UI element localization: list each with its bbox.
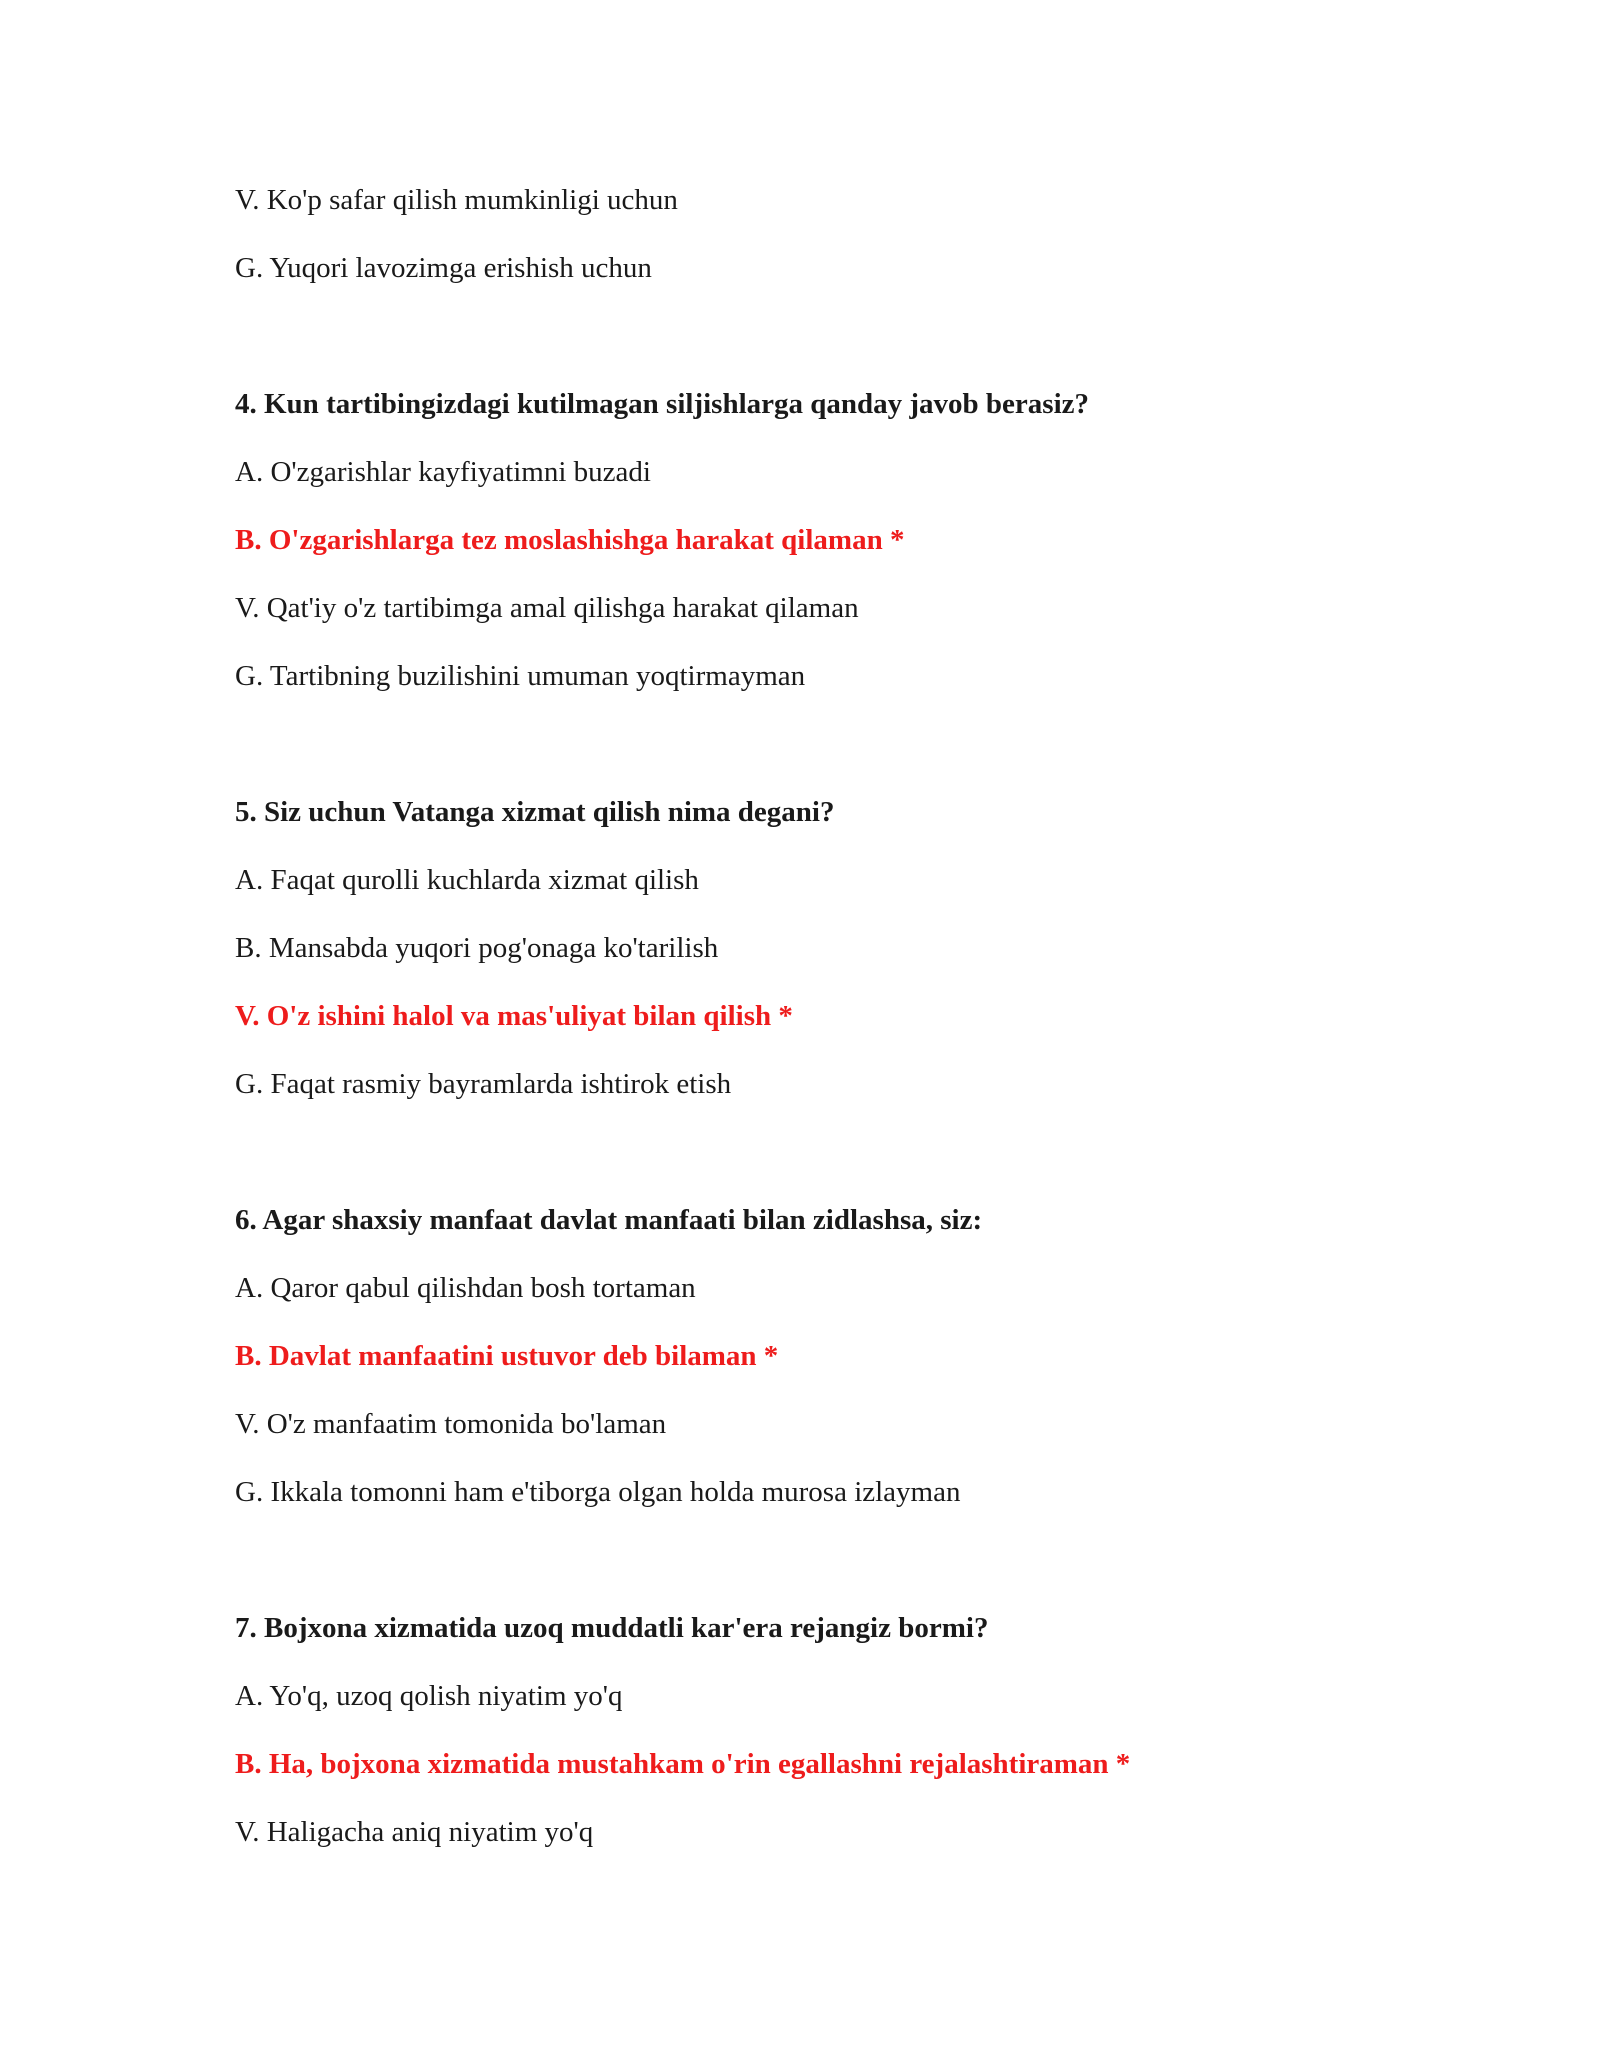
option-line: G. Yuqori lavozimga erishish uchun [235, 252, 652, 284]
section-gap [235, 1543, 1435, 1611]
option-line: V. Ko'p safar qilish mumkinligi uchun [235, 184, 678, 216]
option-line: G. Ikkala tomonni ham e'tiborga olgan holda murosa izlayman [235, 1476, 961, 1508]
option-line: A. Qaror qabul qilishdan bosh tortaman [235, 1272, 696, 1304]
option-line: A. Faqat qurolli kuchlarda xizmat qilish [235, 864, 699, 896]
option-line: V. Qat'iy o'z tartibimga amal qilishga harakat qilaman [235, 592, 859, 624]
quiz-content [235, 183, 1435, 1883]
correct-answer-line: B. Davlat manfaatini ustuvor deb bilaman * [235, 1340, 779, 1372]
option-line: A. Yo'q, uzoq qolish niyatim yo'q [235, 1680, 623, 1712]
section-gap [235, 1135, 1435, 1203]
correct-answer-line: B. O'zgarishlarga tez moslashishga harakat qilaman * [235, 524, 905, 556]
question-heading: 6. Agar shaxsiy manfaat davlat manfaati bilan zidlashsa, siz: [235, 1204, 983, 1236]
correct-answer-line: V. O'z ishini halol va mas'uliyat bilan qilish * [235, 1000, 793, 1032]
question-heading: 7. Bojxona xizmatida uzoq muddatli kar'era rejangiz bormi? [235, 1612, 989, 1644]
option-line: G. Faqat rasmiy bayramlarda ishtirok etish [235, 1068, 732, 1100]
section-gap [235, 319, 1435, 387]
option-line: V. O'z manfaatim tomonida bo'laman [235, 1408, 667, 1440]
question-heading: 5. Siz uchun Vatanga xizmat qilish nima degani? [235, 796, 835, 828]
option-line: G. Tartibning buzilishini umuman yoqtirmayman [235, 660, 806, 692]
section-gap [235, 727, 1435, 795]
question-heading: 4. Kun tartibingizdagi kutilmagan siljishlarga qanday javob berasiz? [235, 388, 1090, 420]
correct-answer-line: B. Ha, bojxona xizmatida mustahkam o'rin egallashni rejalashtiraman * [235, 1748, 1131, 1780]
option-line: B. Mansabda yuqori pog'onaga ko'tarilish [235, 932, 719, 964]
option-line: A. O'zgarishlar kayfiyatimni buzadi [235, 456, 651, 488]
option-line: V. Haligacha aniq niyatim yo'q [235, 1816, 594, 1848]
